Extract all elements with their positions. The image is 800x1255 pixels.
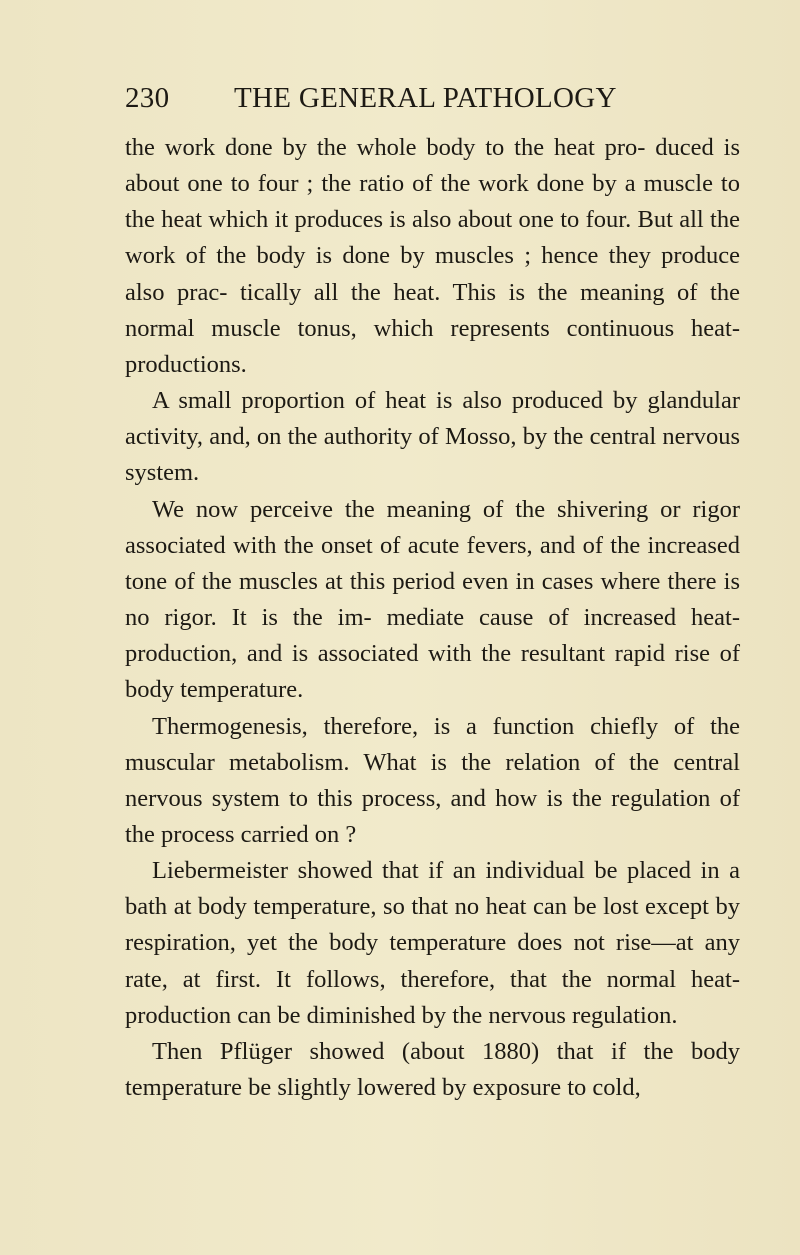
paragraph: Liebermeister showed that if an individual be placed in a bath at body temperature, so that no heat can be lost except by respiration, yet the body temperature does not rise—at any rate, at first. It follows, therefore, that the normal heat-production can be diminished by the nervous regulation. bbox=[125, 857, 740, 1029]
running-head bbox=[125, 82, 745, 122]
page-number: 230 bbox=[125, 82, 170, 114]
paragraph: We now perceive the meaning of the shivering or rigor associated with the onset of acute fevers, and of the increased tone of the muscles at this period even in cases where there is no rigor. It is the im- mediate cause of increased heat-production, and is associated with the resultant rapid rise of body temperature. bbox=[125, 495, 740, 704]
running-title: THE GENERAL PATHOLOGY bbox=[234, 82, 617, 114]
paragraph: A small proportion of heat is also produced by glandular activity, and, on the authority of Mosso, by the central nervous system. bbox=[125, 387, 740, 487]
paragraph: the work done by the whole body to the heat pro- duced is about one to four ; the ratio of the work done by a muscle to the heat which it produces is also about one to four. But all the work of the body is done by muscles ; hence they produce also prac- tically all the heat. This is the meaning of the normal muscle tonus, which represents continuous heat-productions. bbox=[125, 134, 740, 378]
paragraph: Thermogenesis, therefore, is a function chiefly of the muscular metabolism. What is the relation of the central nervous system to this process, and how is the regulation of the process carried on ? bbox=[125, 712, 740, 848]
body-text bbox=[125, 130, 740, 1106]
paragraph: Then Pflüger showed (about 1880) that if the body temperature be slightly lowered by exposure to cold, bbox=[125, 1037, 740, 1102]
